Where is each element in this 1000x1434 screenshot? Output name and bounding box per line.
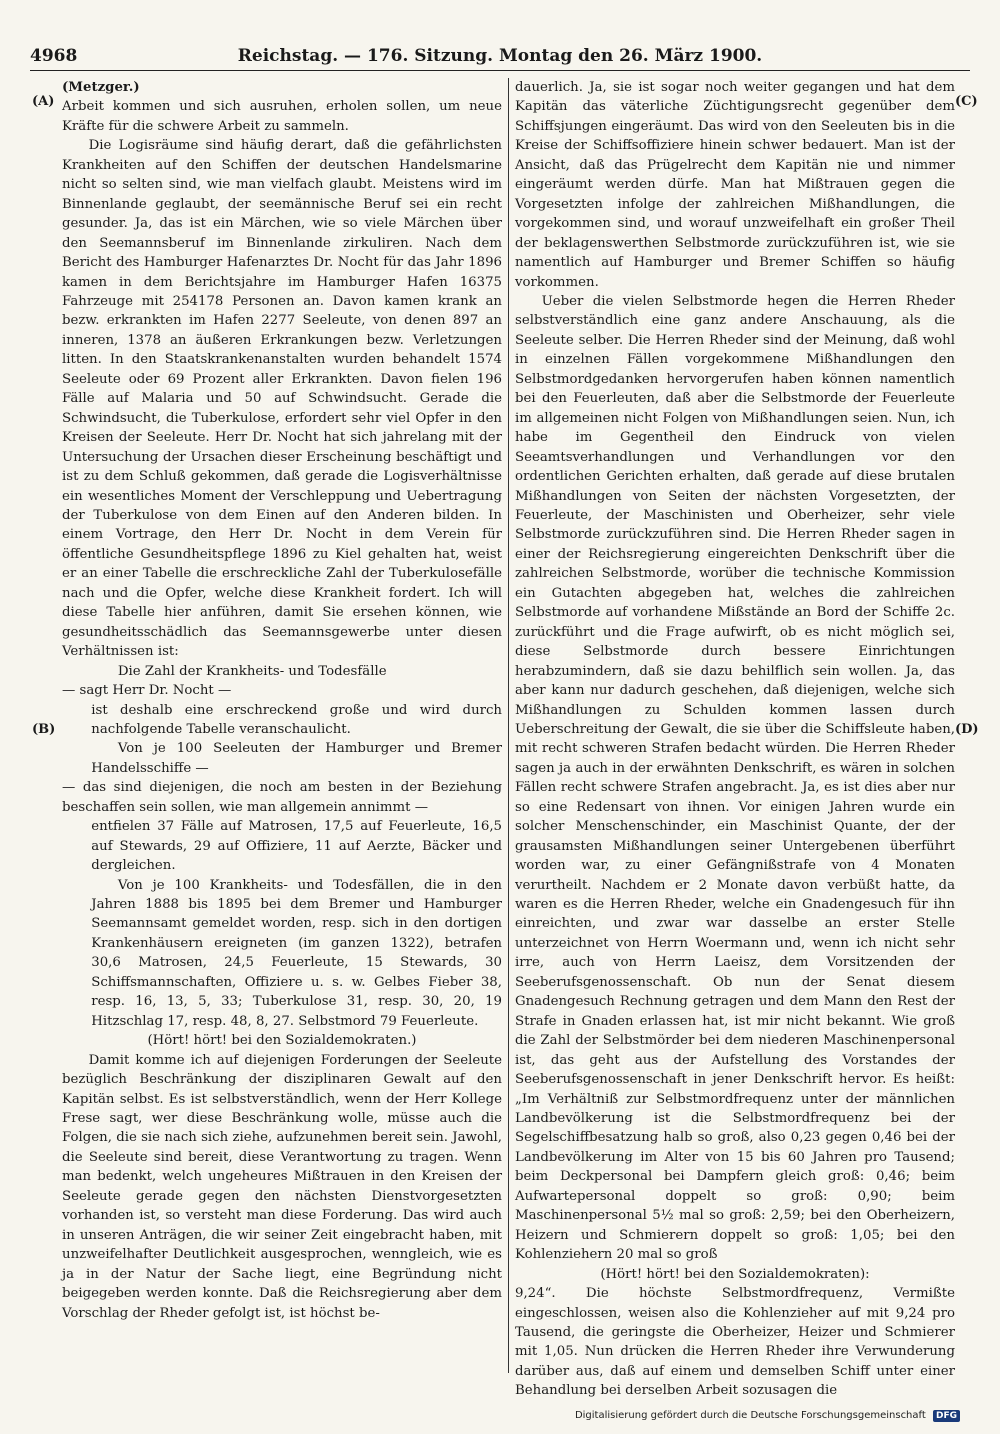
paragraph: 9,24“. Die höchste Selbstmordfrequenz, Vermißte eingeschlossen, weisen also die Kohlenzieher auf mit 9,24 pro Tausend, die geringste die Oberheizer, Heizer und Schmierer mit 1,05. Nun drücken die Herren Rheder ihre Verwunderung darüber aus, daß auf einem und demselben Schiff unter einer Behandlung bei derselben Arbeit sozusagen die (515, 1286, 955, 1399)
quotation: entfielen 37 Fälle auf Matrosen, 17,5 auf Feuerleute, 16,5 auf Stewards, 29 auf Offiziere, 11 auf Aerzte, Bäcker und dergleichen. (91, 819, 502, 874)
quotation: Von je 100 Krankheits- und Todesfällen, die in den Jahren 1888 bis 1895 bei dem Bremer und Hamburger Seemannsamt gemeldet worden, resp. sich in den dortigen Krankenhäusern ereigneten (im ganzen 1322), betrafen 30,6 Matrosen, 24,5 Feuerleute, 15 Stewards, 30 Schiffsmannschaften, Offiziere u. s. w. Gelbes Fieber 38, resp. 16, 13, 5, 33; Tuberkulose 31, resp. 30, 20, 19 Hitzschlag 17, resp. 48, 8, 27. Selbstmord 79 Feuerleute. (91, 877, 502, 1029)
left-column (62, 78, 502, 1323)
footer-text: Digitalisierung gefördert durch die Deutsche Forschungsgemeinschaft (574, 1410, 926, 1421)
interjection: (Hört! hört! bei den Sozialdemokraten.) (147, 1033, 417, 1049)
speaker-name: (Metzger.) (62, 80, 140, 95)
column-divider (508, 78, 509, 1373)
page-number: 4968 (30, 46, 78, 66)
quotation: ist deshalb eine erschreckend große und wird durch nachfolgende Tabelle veranschaulicht. (91, 702, 502, 737)
quotation: Die Zahl der Krankheits- und Todesfälle (117, 663, 387, 679)
aside: — sagt Herr Dr. Nocht — (62, 683, 232, 699)
margin-mark-c: (C) (955, 94, 978, 109)
paragraph: Arbeit kommen und sich ausruhen, erholen sollen, um neue Kräfte für die schwere Arbeit zu sammeln. (62, 99, 502, 134)
paragraph: Damit komme ich auf diejenigen Forderungen der Seeleute bezüglich Beschränkung der disziplinaren Gewalt auf den Kapitän selbst. Es ist selbstverständlich, wenn der Herr Kollege Frese sagt, wer diese Beschränkung wolle, müsse auch die Folgen, die sie nach sich ziehe, aufzunehmen bereit sein. Jawohl, die Seeleute sind bereit, diese Verantwortung zu tragen. Wenn man bedenkt, welch ungeheures Mißtrauen in den Kreisen der Seeleute gerade gegen den nächsten Dienstvorgesetzten vorhanden ist, so versteht man diese Forderung. Das wird auch in unseren Anträgen, die wir seiner Zeit eingebracht haben, mit unzweifelhafter Deutlichkeit ausgesprochen, wenngleich, wie es ja in der Natur der Sache liegt, eine Begründung nicht beigegeben werden konnte. Daß die Reichsregierung aber dem Vorschlag der Rheder gefolgt ist, ist höchst be- (62, 1052, 502, 1321)
running-title: Reichstag. — 176. Sitzung. Montag den 26. März 1900. (237, 46, 763, 66)
paragraph: dauerlich. Ja, sie ist sogar noch weiter gegangen und hat dem Kapitän das väterliche Züchtigungsrecht gegenüber dem Schiffsjungen eingeräumt. Das wird von den Seeleuten bis in die Kreise der Schiffsoffiziere hinein schwer bedauert. Man ist der Ansicht, daß das Prügelrecht dem Kapitän nie und nimmer eingeräumt werden dürfe. Man hat Mißtrauen gegen die Vorgesetzten infolge der zahlreichen Mißhandlungen, die vorgekommen sind, und worauf unzweifelhaft ein großer Theil der beklagenswerthen Selbstmorde zurückzuführen ist, wie sie namentlich auf Hamburger und Bremer Schiffen so häufig vorkommen. (515, 80, 955, 290)
margin-mark-b: (B) (32, 722, 56, 737)
margin-mark-a: (A) (32, 94, 55, 109)
footer (575, 1410, 960, 1422)
page-header (30, 44, 970, 71)
quotation: Von je 100 Seeleuten der Hamburger und Bremer Handelsschiffe — (91, 741, 502, 776)
interjection: (Hört! hört! bei den Sozialdemokraten): (600, 1266, 870, 1282)
dfg-logo-icon: DFG (933, 1410, 960, 1422)
paragraph: Ueber die vielen Selbstmorde hegen die Herren Rheder selbstverständlich eine ganz andere Anschauung, als die Seeleute selber. Die Herren Rheder sind der Meinung, daß wohl in einzelnen Fällen vorgekommene Mißhandlungen den Selbstmordgedanken hervorgerufen haben können namentlich bei den Feuerleuten, daß aber die Selbstmorde der Feuerleute im allgemeinen nicht Folgen von Mißhandlungen seien. Nun, ich habe im Gegentheil den Eindruck von vielen Seeamtsverhandlungen und Verhandlungen vor den ordentlichen Gerichten erhalten, daß gerade auf diese brutalen Mißhandlungen von Seiten der nächsten Vorgesetzten, der Feuerleute, der Maschinisten und Oberheizer, sehr viele Selbstmorde zurückzuführen sind. Die Herren Rheder sagen in einer der Reichsregierung eingereichten Denkschrift über die zahlreichen Selbstmorde, worüber die technische Kommission ein Gutachten abgegeben hat, welches die zahlreichen Selbstmorde auf vorhandene Mißstände an Bord der Schiffe 2c. zurückführt und die Frage aufwirft, ob es nicht möglich sei, diese Selbstmorde durch bessere Einrichtungen herabzumindern, daß sie dazu behilflich sein wollen. Ja, das aber kann nur dadurch geschehen, daß diejenigen, welche sich Mißhandlungen zu Schulden kommen lassen durch Ueberschreitung der Gewalt, die sie über die Schiffsleute haben, mit recht schweren Strafen bedacht würden. Die Herren Rheder sagen ja auch in der erwähnten Denkschrift, es wären in solchen Fällen recht schwere Strafen angebracht. Ja, es ist dies aber nur so eine Redensart von ihnen. Vor einigen Jahren wurde ein solcher Menschenschinder, ein Maschinist Quante, der der grausamsten Mißhandlungen seiner Untergebenen überführt worden war, zu einer Gefängnißstrafe von 4 Monaten verurtheilt. Nachdem er 2 Monate davon verbüßt hatte, da waren es die Herren Rheder, welche ein Gnadengesuch für ihn einreichten, und zwar war dasselbe an erster Stelle unterzeichnet von Herrn Woermann und, wenn ich nicht sehr irre, auch von Herrn Laeisz, dem Vorsitzenden der Seeberufsgenossenschaft. Ob nun der Senat diesem Gnadengesuch Rechnung getragen und dem Mann den Rest der Strafe in Gnaden erlassen hat, ist mir nicht bekannt. Wie groß die Zahl der Selbstmörder bei dem niederen Maschinenpersonal ist, das geht aus der Aufstellung des Vorstandes der Seeberufsgenossenschaft in jener Denkschrift hervor. Es heißt: „Im Verhältniß zur Selbstmordfrequenz unter der männlichen Landbevölkerung ist die Selbstmordfrequenz bei der Segelschiffbesatzung halb so groß, also 0,23 gegen 0,46 bei der Landbevölkerung im Alter von 15 bis 60 Jahren pro Tausend; beim Deckpersonal bei Dampfern gleich groß: 0,46; beim Aufwartepersonal doppelt so groß: 0,90; beim Maschinenpersonal 5½ mal so groß: 2,59; bei den Oberheizern, Heizern und Schmierern doppelt so groß: 1,05; bei den Kohlenziehern 20 mal so groß (515, 293, 955, 1263)
margin-mark-d: (D) (955, 722, 979, 737)
right-column (515, 78, 955, 1401)
paragraph: Die Logisräume sind häufig derart, daß die gefährlichsten Krankheiten auf den Schiffen der deutschen Handelsmarine nicht so selten sind, wie man vielfach glaubt. Meistens wird im Binnenlande geglaubt, der seemännische Beruf sei ein recht gesunder. Ja, das ist ein Märchen, wie so viele Märchen über den Seemannsberuf im Binnenlande zirkuliren. Nach dem Bericht des Hamburger Hafenarztes Dr. Nocht für das Jahr 1896 kamen in dem Berichtsjahre im Hamburger Hafen 16375 Fahrzeuge mit 254178 Personen an. Davon kamen krank an bezw. erkrankten im Hafen 2277 Seeleute, von denen 897 an inneren, 1378 an äußeren Erkrankungen bezw. Verletzungen litten. In den Staatskrankenanstalten wurden behandelt 1574 Seeleute oder 69 Prozent aller Erkrankten. Davon fielen 196 Fälle auf Malaria und 50 auf Schwindsucht. Gerade die Schwindsucht, die Tuberkulose, erfordert sehr viel Opfer in den Kreisen der Seeleute. Herr Dr. Nocht hat sich jahrelang mit der Untersuchung der Ursachen dieser Erscheinung beschäftigt und ist zu dem Schluß gekommen, daß gerade die Logisverhältnisse ein wesentliches Moment der Verschleppung und Uebertragung der Tuberkulose von dem Einen auf den Anderen bilden. In einem Vortrage, den Herr Dr. Nocht in dem Verein für öffentliche Gesundheitspflege 1896 zu Kiel gehalten hat, weist er an einer Tabelle die erschreckliche Zahl der Tuberkulosefälle nach und die Opfer, welche diese Krankheit fordert. Ich will diese Tabelle hier anführen, damit Sie ersehen können, wie gesundheitsschädlich das Seemannsgewerbe unter diesen Verhältnissen ist: (62, 138, 502, 660)
aside: — das sind diejenigen, die noch am besten in der Beziehung beschaffen sein sollen, wie man allgemein annimmt — (62, 780, 502, 815)
